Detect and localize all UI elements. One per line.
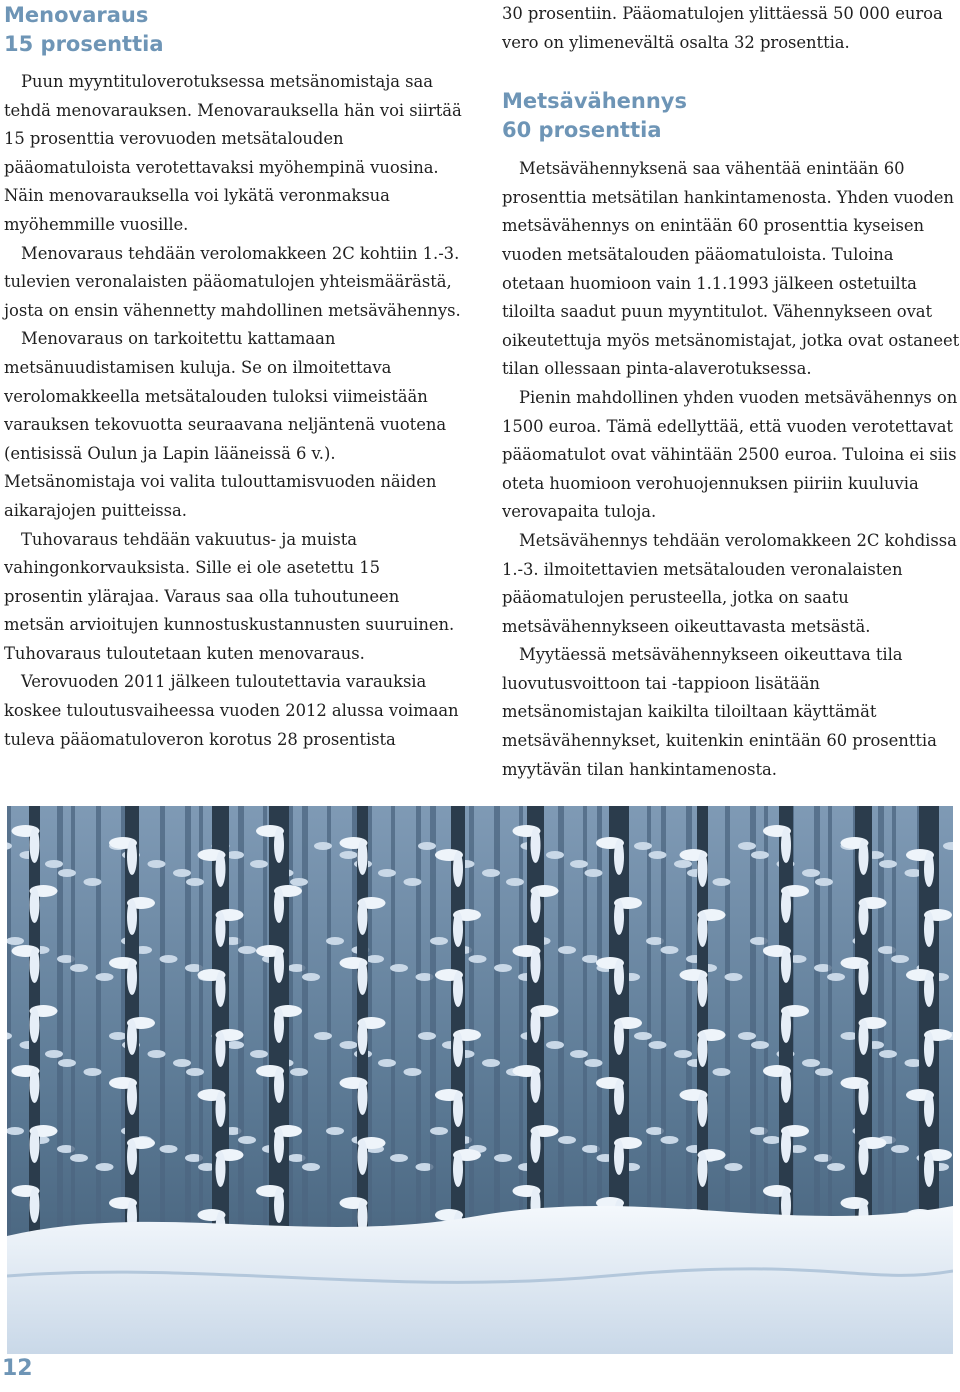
snow-on-branch — [326, 937, 344, 945]
snow-on-branch — [216, 1151, 226, 1187]
snow-on-branch — [390, 1154, 408, 1162]
tree-trunk — [352, 806, 357, 1246]
snow-on-branch — [358, 959, 368, 995]
snow-on-branch — [531, 1127, 541, 1163]
snow-on-branch — [482, 869, 500, 877]
snow-on-branch — [713, 1068, 731, 1076]
heading-menovaraus — [4, 0, 462, 59]
heading-line-1: Metsävähennys — [502, 89, 687, 114]
snow-on-branch — [924, 851, 934, 887]
snow-on-branch — [614, 959, 624, 995]
snow-on-branch — [634, 1032, 652, 1040]
snow-on-branch — [674, 860, 692, 868]
paragraph: Menovaraus tehdään verolomakkeen 2C kohtiin 1.-3. tulevien veronalaisten pääomatulojen yhteismäärästä, josta on ensin vähennetty mahdollinen metsävähennys. — [4, 243, 461, 320]
snow-on-branch — [250, 1050, 268, 1058]
snow-on-branch — [713, 878, 731, 886]
paragraph: Tuhovaraus tehdään vakuutus- ja muista vahingonkorvauksista. Sille ei ole asetettu 15 prosentin ylärajaa. Varaus saa olla tuhoutuneen metsän arvioitujen kunnostuskustannusten suuruinen. Tuhovaraus tuloutetaan kuten menovaraus. — [4, 529, 455, 663]
snow-on-branch — [418, 1032, 436, 1040]
snow-on-branch — [614, 1079, 624, 1115]
left-column — [4, 0, 462, 754]
snow-on-branch — [340, 851, 358, 859]
snow-on-branch — [70, 1154, 88, 1162]
snow-on-branch — [30, 947, 40, 983]
snow-on-branch — [30, 1067, 40, 1103]
tree-trunk — [96, 806, 101, 1246]
paragraph: Pienin mahdollinen yhden vuoden metsävähennys on 1500 euroa. Tämä edellyttää, että vuoden verotettavat pääomatulot ovat vähintään 2500 euroa. Tuloina ei siis oteta huomioon verohuojennuksen piiriin kuuluvia verovapaita tuloja. — [502, 387, 958, 522]
snow-on-branch — [570, 1050, 588, 1058]
right-column — [502, 0, 960, 784]
snow-on-branch — [127, 1139, 137, 1175]
snow-ground — [7, 1206, 953, 1354]
forest-illustration — [7, 806, 953, 1354]
tree-trunk — [519, 806, 523, 1246]
snow-on-branch — [546, 851, 564, 859]
snow-on-branch — [661, 1136, 679, 1144]
snow-on-branch — [531, 827, 541, 863]
snow-on-branch — [494, 964, 512, 972]
snow-on-branch — [661, 946, 679, 954]
tree-trunk — [327, 806, 331, 1246]
snow-on-branch — [358, 1139, 368, 1175]
snow-on-branch — [751, 1041, 769, 1049]
snow-on-branch — [924, 971, 934, 1007]
tree-trunk — [263, 806, 267, 1246]
snow-on-branch — [698, 971, 708, 1007]
snow-on-branch — [781, 947, 791, 983]
snow-on-branch — [148, 1050, 166, 1058]
tree-trunk — [430, 806, 436, 1246]
snow-on-branch — [649, 851, 667, 859]
snow-on-branch — [859, 1139, 869, 1175]
snow-on-branch — [109, 1032, 127, 1040]
snow-on-branch — [96, 1163, 114, 1171]
snow-on-branch — [84, 878, 102, 886]
snow-on-branch — [30, 1127, 40, 1163]
heading-line-2: 60 prosenttia — [502, 118, 662, 143]
snow-on-branch — [58, 869, 76, 877]
snow-on-branch — [453, 1091, 463, 1127]
snow-on-branch — [558, 1136, 576, 1144]
snow-on-branch — [891, 955, 909, 963]
snow-on-branch — [30, 1007, 40, 1043]
snow-on-branch — [531, 947, 541, 983]
snow-on-branch — [546, 1041, 564, 1049]
paragraph: Menovaraus on tarkoitettu kattamaan metsänuudistamisen kuluja. Se on ilmoitettava verolomakkeella metsätalouden tuloksi viimeistään varauksen tekovuotta seuraavana neljäntenä vuotena (entisissä Oulun ja Lapin lääneissä 6 v.). Metsänomistaja voi valita tulouttamisvuoden näiden aikarajojen puitteissa. — [4, 329, 447, 520]
snow-on-branch — [173, 869, 191, 877]
snow-on-branch — [430, 937, 448, 945]
snow-on-branch — [781, 1067, 791, 1103]
snow-on-branch — [614, 1019, 624, 1055]
tree-trunk — [558, 806, 564, 1246]
snow-on-branch — [698, 1151, 708, 1187]
snow-on-branch — [358, 1079, 368, 1115]
paragraph: Metsävähennys tehdään verolomakkeen 2C kohdissa 1.-3. ilmoitettavien metsätalouden veronalaisten pääomatulojen perusteella, jotka on saatu metsävähennykseen oikeuttavasta metsästä. — [502, 530, 957, 636]
snow-on-branch — [314, 1032, 332, 1040]
snow-on-branch — [418, 842, 436, 850]
snow-on-branch — [404, 1068, 422, 1076]
snow-on-branch — [274, 1187, 284, 1223]
snow-on-branch — [585, 869, 603, 877]
snow-on-branch — [725, 973, 743, 981]
snow-on-branch — [358, 1019, 368, 1055]
snow-on-branch — [781, 887, 791, 923]
snow-on-branch — [698, 1091, 708, 1127]
snow-on-branch — [30, 1187, 40, 1223]
tree-trunk — [7, 806, 11, 1246]
snow-on-branch — [781, 1127, 791, 1163]
snow-on-branch — [698, 851, 708, 887]
snow-on-branch — [127, 1019, 137, 1055]
snow-on-branch — [274, 1067, 284, 1103]
tree-trunk — [302, 806, 308, 1246]
heading-metsavahennys — [502, 87, 960, 145]
snow-on-branch — [366, 955, 384, 963]
tree-trunk — [892, 806, 896, 1246]
tree-trunk — [160, 806, 165, 1246]
snow-on-branch — [216, 911, 226, 947]
snow-on-branch — [358, 899, 368, 935]
snow-on-branch — [358, 839, 368, 875]
snow-on-branch — [781, 827, 791, 863]
snow-on-branch — [148, 860, 166, 868]
snow-on-branch — [390, 964, 408, 972]
snow-on-branch — [469, 955, 487, 963]
snow-on-branch — [238, 1136, 256, 1144]
tree-trunk — [764, 806, 768, 1246]
snow-on-branch — [815, 878, 833, 886]
paragraph: Verovuoden 2011 jälkeen tuloutettavia varauksia koskee tuloutusvaiheessa vuoden 2012 alussa voimaan tuleva pääomatuloveron korotus 28 prosentista — [4, 672, 459, 749]
snow-on-branch — [70, 964, 88, 972]
snow-on-branch — [290, 878, 308, 886]
tree-trunk — [199, 806, 203, 1246]
snow-on-branch — [531, 887, 541, 923]
snow-on-branch — [924, 1091, 934, 1127]
heading-line-2: 15 prosenttia — [4, 32, 164, 56]
snow-on-branch — [859, 839, 869, 875]
snow-on-branch — [274, 1007, 284, 1043]
tree-trunk — [725, 806, 730, 1246]
snow-on-branch — [274, 827, 284, 863]
snow-on-branch — [453, 851, 463, 887]
heading-line-1: Menovaraus — [4, 3, 149, 27]
snow-on-branch — [186, 878, 204, 886]
snow-on-branch — [274, 1127, 284, 1163]
snow-on-branch — [879, 860, 897, 868]
snow-on-branch — [859, 1079, 869, 1115]
snow-on-branch — [570, 860, 588, 868]
snow-on-branch — [314, 842, 332, 850]
snow-on-branch — [30, 827, 40, 863]
tree-trunk — [828, 806, 832, 1246]
snow-on-branch — [216, 1091, 226, 1127]
snow-on-branch — [781, 1007, 791, 1043]
snow-on-branch — [186, 1068, 204, 1076]
snow-on-branch — [738, 842, 756, 850]
snow-on-branch — [891, 1145, 909, 1153]
snow-on-branch — [127, 1079, 137, 1115]
paragraph: Metsävähennyksenä saa vähentää enintään 60 prosenttia metsätilan hankintamenosta. Yhden vuoden metsävähennys on enintään 60 prosenttia kyseisen vuoden metsätalouden pääomatuloista. Tuloina otetaan huomioon vain 1.1.1993 jälkeen ostetuilta tiloilta saadut puun myyntitulot. Vähennykseen ovat oikeutettuja myös metsänomistajat, jotka ovat ostaneet tilan ollessaan pinta-alaverotuksessa. — [502, 159, 960, 379]
snow-on-branch — [160, 955, 178, 963]
snow-on-branch — [506, 878, 524, 886]
snow-on-branch — [160, 1145, 178, 1153]
snow-on-branch — [531, 1067, 541, 1103]
snow-on-branch — [290, 1068, 308, 1076]
snow-on-branch — [751, 851, 769, 859]
snow-on-branch — [45, 860, 63, 868]
snow-on-branch — [302, 973, 320, 981]
snow-on-branch — [274, 887, 284, 923]
snow-on-branch — [674, 1050, 692, 1058]
snow-on-branch — [859, 959, 869, 995]
snow-on-branch — [859, 1019, 869, 1055]
tree-trunk — [661, 806, 666, 1246]
snow-on-branch — [738, 1032, 756, 1040]
snow-on-branch — [531, 1007, 541, 1043]
snow-on-branch — [453, 911, 463, 947]
snow-on-branch — [45, 1050, 63, 1058]
paragraph: Puun myyntituloverotuksessa metsänomistaja saa tehdä menovarauksen. Menovarauksella hän voi siirtää 15 prosenttia verovuoden metsätalouden pääomatuloista verotettavaksi myöhempinä vuosina. Näin menovarauksella voi lykätä veronmaksua myöhemmille vuosille. — [4, 72, 462, 234]
snow-on-branch — [763, 1136, 781, 1144]
snow-on-branch — [482, 1059, 500, 1067]
snow-on-branch — [698, 911, 708, 947]
snow-on-branch — [453, 971, 463, 1007]
tree-trunk — [647, 806, 651, 1246]
paragraph-continuation: 30 prosentiin. Pääomatulojen ylittäessä 50 000 euroa vero on ylimenevältä osalta 32 prosenttia. — [502, 4, 943, 52]
snow-on-branch — [404, 878, 422, 886]
snow-on-branch — [614, 839, 624, 875]
snow-on-branch — [802, 869, 820, 877]
tree-trunk — [750, 806, 756, 1246]
snow-on-branch — [378, 869, 396, 877]
snow-on-branch — [173, 1059, 191, 1067]
snow-on-branch — [238, 946, 256, 954]
snow-on-branch — [216, 971, 226, 1007]
snow-on-branch — [924, 1031, 934, 1067]
snow-on-branch — [924, 911, 934, 947]
page-number: 12 — [2, 1356, 33, 1381]
snow-on-branch — [274, 947, 284, 983]
tree-trunk — [238, 806, 244, 1246]
snow-on-branch — [802, 1059, 820, 1067]
tree-trunk — [469, 806, 474, 1246]
snow-on-branch — [378, 1059, 396, 1067]
snowy-forest-photo — [7, 806, 953, 1354]
snow-on-branch — [494, 1154, 512, 1162]
tree-trunk — [416, 806, 421, 1246]
snow-on-branch — [827, 1163, 845, 1171]
snow-on-branch — [614, 1139, 624, 1175]
snow-on-branch — [558, 946, 576, 954]
snow-on-branch — [127, 959, 137, 995]
snow-on-branch — [430, 1127, 448, 1135]
snow-on-branch — [58, 1059, 76, 1067]
snow-on-branch — [827, 973, 845, 981]
snow-on-branch — [453, 1151, 463, 1187]
snow-on-branch — [216, 1031, 226, 1067]
snow-on-branch — [815, 1068, 833, 1076]
snow-on-branch — [250, 860, 268, 868]
snow-on-branch — [84, 1068, 102, 1076]
snow-on-branch — [216, 851, 226, 887]
snow-on-branch — [859, 899, 869, 935]
snow-on-branch — [302, 1163, 320, 1171]
snow-on-branch — [585, 1059, 603, 1067]
snow-on-branch — [96, 973, 114, 981]
snow-on-branch — [634, 842, 652, 850]
snow-on-branch — [453, 1031, 463, 1067]
snow-on-branch — [340, 1041, 358, 1049]
snow-on-branch — [30, 887, 40, 923]
snow-on-branch — [127, 839, 137, 875]
snow-on-branch — [127, 899, 137, 935]
snow-on-branch — [326, 1127, 344, 1135]
snow-on-branch — [649, 1041, 667, 1049]
paragraph: Myytäessä metsävähennykseen oikeuttava tila luovutusvoittoon tai -tappioon lisätään metsänomistajan kaikilta tiloiltaan käyttämät metsävähennykset, kuitenkin enintään 60 prosenttia myytävän tilan hankintamenosta. — [502, 645, 937, 779]
snow-on-branch — [614, 899, 624, 935]
snow-on-branch — [725, 1163, 743, 1171]
snow-on-branch — [924, 1151, 934, 1187]
snow-on-branch — [879, 1050, 897, 1058]
snow-on-branch — [698, 1031, 708, 1067]
